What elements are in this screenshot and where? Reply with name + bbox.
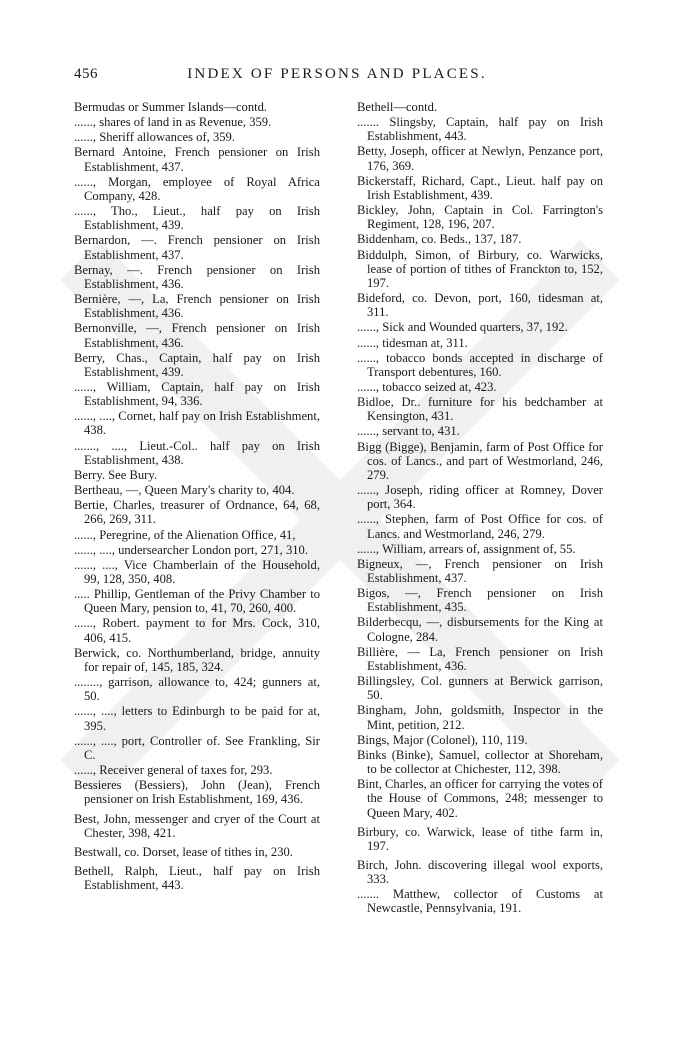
index-entry: ......, Receiver general of taxes for, 293. [74, 763, 273, 778]
index-entry: Berry. See Bury. [74, 467, 158, 482]
index-entry: ......, ...., undersearcher London port, 271, 310. [74, 542, 308, 557]
index-entry: Bingham, John, goldsmith, Inspector in the Mint, petition, 212. [357, 703, 603, 732]
index-entry: Birch, John. discovering illegal wool exports, 333. [357, 857, 603, 887]
index-entry: ......, Robert. payment to for Mrs. Cock, 310, 406, 415. [74, 616, 320, 645]
index-entry: ......, ...., Cornet, half pay on Irish Establishment, 438. [74, 409, 320, 438]
index-entry: ......, Tho., Lieut., half pay on Irish Establishment, 439. [74, 204, 320, 233]
index-entry: ......, tobacco bonds accepted in discharge of Transport debentures, 160. [357, 350, 603, 379]
index-entry: Bestwall, co. Dorset, lease of tithes in, 230. [74, 844, 293, 859]
index-entry: ......, Stephen, farm of Post Office for cos. of Lancs. and Westmorland, 246, 279. [357, 512, 603, 541]
index-entry: Bigg (Bigge), Benjamin, farm of Post Office for cos. of Lancs., and part of Westmorland, 246, 279. [357, 439, 603, 482]
index-entry: Bethell, Ralph, Lieut., half pay on Irish Establishment, 443. [74, 863, 320, 893]
page-number: 456 [74, 66, 98, 82]
index-entry: ......, Joseph, riding officer at Romney, Dover port, 364. [357, 483, 603, 512]
index-entry: ......, ...., port, Controller of. See Frankling, Sir C. [74, 733, 320, 762]
index-entry: Bidloe, Dr.. furniture for his bedchamber at Kensington, 431. [357, 395, 603, 424]
index-entry: Best, John, messenger and cryer of the Court at Chester, 398, 421. [74, 811, 320, 840]
index-entry: Bernay, —. French pensioner on Irish Establishment, 436. [74, 262, 320, 291]
index-entry: Bernonville, —, French pensioner on Irish Establishment, 436. [74, 321, 320, 350]
index-entry: Bertie, Charles, treasurer of Ordnance, 64, 68, 266, 269, 311. [74, 498, 320, 527]
index-entry: Bigos, —, French pensioner on Irish Establishment, 435. [357, 586, 603, 615]
index-entry: ......, William, arrears of, assignment of, 55. [357, 541, 576, 556]
index-entry: ......, William, Captain, half pay on Irish Establishment, 94, 336. [74, 379, 320, 409]
left-column [74, 100, 320, 893]
index-entry: Berwick, co. Northumberland, bridge, annuity for repair of, 145, 185, 324. [74, 645, 320, 674]
index-entry: Binks (Binke), Samuel, collector at Shoreham, to be collector at Chichester, 112, 398. [357, 747, 603, 777]
index-entry: ..... Phillip, Gentleman of the Privy Chamber to Queen Mary, pension to, 41, 70, 260, 400. [74, 587, 320, 616]
index-entry: ......, Morgan, employee of Royal Africa Company, 428. [74, 174, 320, 203]
index-entry: ....... Matthew, collector of Customs at Newcastle, Pennsylvania, 191. [357, 887, 603, 916]
index-entry: Bernard Antoine, French pensioner on Irish Establishment, 437. [74, 145, 320, 174]
index-entry: ......, tidesman at, 311. [357, 335, 468, 350]
index-entry: Biddenham, co. Beds., 137, 187. [357, 232, 522, 247]
index-entry: ......, Sick and Wounded quarters, 37, 192. [357, 320, 568, 335]
index-entry: Bickley, John, Captain in Col. Farrington's Regiment, 128, 196, 207. [357, 203, 603, 232]
index-entry: Bethell—contd. [357, 100, 438, 114]
index-entry: ......, shares of land in as Revenue, 359. [74, 115, 272, 130]
index-entry: ......., ...., Lieut.-Col.. half pay on Irish Establishment, 438. [74, 438, 320, 467]
running-head: INDEX OF PERSONS AND PLACES. [187, 66, 487, 82]
index-entry: Bermudas or Summer Islands—contd. [74, 100, 268, 114]
index-entry: Billingsley, Col. gunners at Berwick garrison, 50. [357, 674, 603, 703]
index-entry: ......, servant to, 431. [357, 424, 460, 439]
index-entry: ......, Peregrine, of the Alienation Office, 41, [74, 527, 296, 542]
right-column [357, 100, 603, 917]
index-entry: Birbury, co. Warwick, lease of tithe farm in, 197. [357, 824, 603, 853]
index-entry: Biddulph, Simon, of Birbury, co. Warwicks, lease of portion of tithes of Franckton to, 152, 197. [357, 247, 603, 290]
index-entry: Bernière, —, La, French pensioner on Irish Establishment, 436. [74, 292, 320, 321]
index-entry: Bideford, co. Devon, port, 160, tidesman at, 311. [357, 291, 603, 320]
index-entry: Bessieres (Bessiers), John (Jean), French pensioner on Irish Establishment, 169, 436. [74, 778, 320, 807]
index-entry: ......, tobacco seized at, 423. [357, 379, 497, 394]
index-entry: Bernardon, —. French pensioner on Irish Establishment, 437. [74, 233, 320, 262]
index-entry: Bigneux, —, French pensioner on Irish Establishment, 437. [357, 556, 603, 585]
index-entry: ....... Slingsby, Captain, half pay on Irish Establishment, 443. [357, 115, 603, 144]
index-entry: ......, ...., letters to Edinburgh to be paid for at, 395. [74, 704, 320, 733]
index-entry: ......, Sheriff allowances of, 359. [74, 130, 236, 145]
index-entry: Betty, Joseph, officer at Newlyn, Penzance port, 176, 369. [357, 144, 603, 173]
index-entry: ........, garrison, allowance to, 424; gunners at, 50. [74, 675, 320, 704]
index-entry: Billière, — La, French pensioner on Irish Establishment, 436. [357, 644, 603, 673]
index-entry: Bilderbecqu, —, disbursements for the King at Cologne, 284. [357, 615, 603, 644]
index-entry: Bings, Major (Colonel), 110, 119. [357, 732, 528, 747]
index-entry: Berry, Chas., Captain, half pay on Irish Establishment, 439. [74, 350, 320, 379]
index-entry: Bickerstaff, Richard, Capt., Lieut. half pay on Irish Establishment, 439. [357, 173, 603, 202]
index-entry: ......, ...., Vice Chamberlain of the Household, 99, 128, 350, 408. [74, 557, 320, 586]
index-entry: Bint, Charles, an officer for carrying the votes of the House of Commons, 248; messenger to Queen Mary, 402. [357, 777, 603, 820]
index-entry: Bertheau, —, Queen Mary's charity to, 404. [74, 483, 295, 498]
